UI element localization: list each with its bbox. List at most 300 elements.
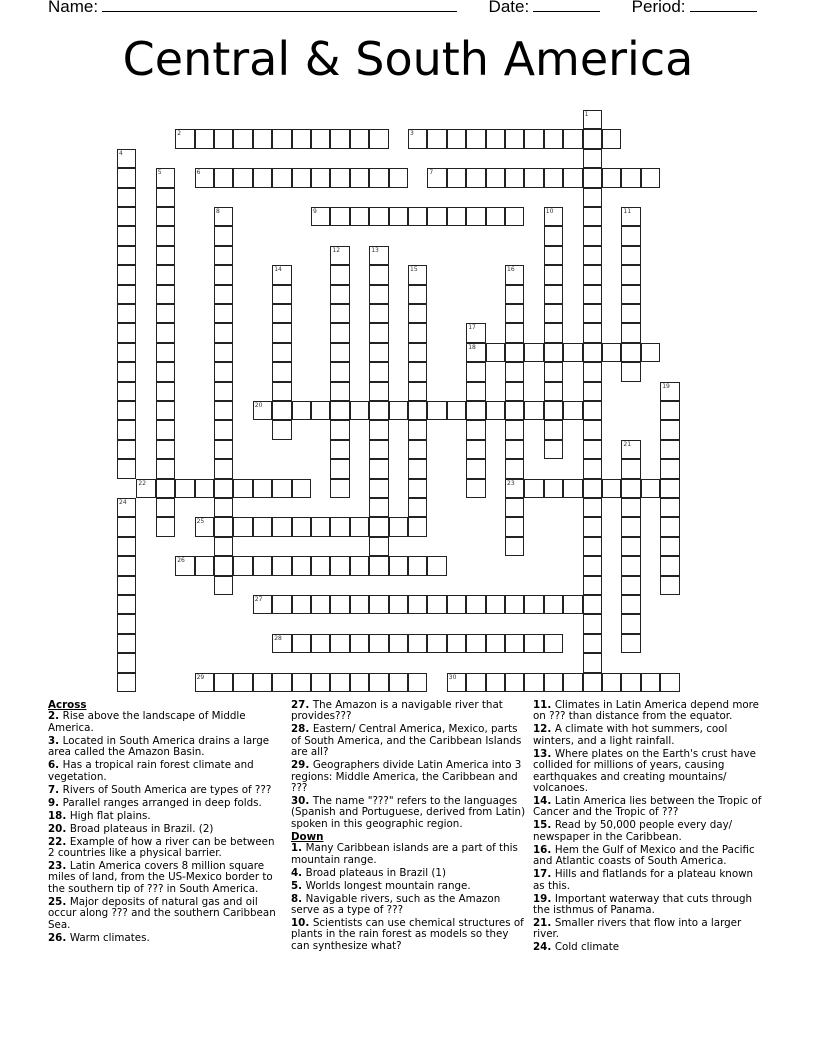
grid-cell[interactable] — [253, 673, 272, 692]
grid-cell[interactable] — [117, 343, 136, 362]
grid-cell[interactable] — [408, 479, 427, 498]
grid-cell[interactable] — [583, 226, 602, 245]
grid-cell[interactable] — [621, 479, 640, 498]
grid-cell[interactable] — [272, 362, 291, 381]
grid-cell[interactable] — [621, 556, 640, 575]
grid-cell[interactable] — [369, 343, 388, 362]
grid-cell[interactable] — [583, 188, 602, 207]
grid-cell[interactable] — [524, 479, 543, 498]
grid-cell[interactable] — [292, 634, 311, 653]
grid-cell[interactable] — [272, 323, 291, 342]
grid-cell[interactable] — [156, 265, 175, 284]
grid-cell[interactable] — [583, 110, 602, 129]
grid-cell[interactable] — [214, 440, 233, 459]
grid-cell[interactable] — [253, 401, 272, 420]
grid-cell[interactable] — [272, 382, 291, 401]
grid-cell[interactable] — [330, 207, 349, 226]
grid-cell[interactable] — [408, 207, 427, 226]
grid-cell[interactable] — [369, 479, 388, 498]
grid-cell[interactable] — [505, 440, 524, 459]
grid-cell[interactable] — [195, 479, 214, 498]
grid-cell[interactable] — [641, 168, 660, 187]
grid-cell[interactable] — [447, 129, 466, 148]
grid-cell[interactable] — [156, 207, 175, 226]
grid-cell[interactable] — [602, 129, 621, 148]
grid-cell[interactable] — [641, 673, 660, 692]
grid-cell[interactable] — [330, 673, 349, 692]
grid-cell[interactable] — [117, 459, 136, 478]
grid-cell[interactable] — [292, 129, 311, 148]
grid-cell[interactable] — [447, 673, 466, 692]
grid-cell[interactable] — [621, 595, 640, 614]
grid-cell[interactable] — [233, 556, 252, 575]
grid-cell[interactable] — [660, 517, 679, 536]
grid-cell[interactable] — [117, 440, 136, 459]
grid-cell[interactable] — [505, 207, 524, 226]
grid-cell[interactable] — [330, 246, 349, 265]
grid-cell[interactable] — [117, 246, 136, 265]
grid-cell[interactable] — [156, 246, 175, 265]
grid-cell[interactable] — [195, 556, 214, 575]
grid-cell[interactable] — [660, 673, 679, 692]
grid-cell[interactable] — [408, 362, 427, 381]
grid-cell[interactable] — [214, 207, 233, 226]
grid-cell[interactable] — [389, 634, 408, 653]
grid-cell[interactable] — [272, 129, 291, 148]
grid-cell[interactable] — [311, 207, 330, 226]
grid-cell[interactable] — [486, 595, 505, 614]
grid-cell[interactable] — [233, 168, 252, 187]
grid-cell[interactable] — [350, 634, 369, 653]
grid-cell[interactable] — [524, 343, 543, 362]
grid-cell[interactable] — [272, 265, 291, 284]
grid-cell[interactable] — [156, 285, 175, 304]
grid-cell[interactable] — [505, 634, 524, 653]
grid-cell[interactable] — [505, 362, 524, 381]
grid-cell[interactable] — [544, 595, 563, 614]
grid-cell[interactable] — [583, 129, 602, 148]
grid-cell[interactable] — [583, 382, 602, 401]
grid-cell[interactable] — [117, 556, 136, 575]
grid-cell[interactable] — [156, 401, 175, 420]
grid-cell[interactable] — [350, 595, 369, 614]
grid-cell[interactable] — [660, 498, 679, 517]
grid-cell[interactable] — [389, 401, 408, 420]
grid-cell[interactable] — [214, 537, 233, 556]
grid-cell[interactable] — [486, 129, 505, 148]
grid-cell[interactable] — [369, 207, 388, 226]
grid-cell[interactable] — [117, 537, 136, 556]
grid-cell[interactable] — [311, 129, 330, 148]
grid-cell[interactable] — [466, 323, 485, 342]
grid-cell[interactable] — [583, 653, 602, 672]
grid-cell[interactable] — [505, 304, 524, 323]
grid-cell[interactable] — [117, 673, 136, 692]
grid-cell[interactable] — [544, 479, 563, 498]
grid-cell[interactable] — [156, 440, 175, 459]
grid-cell[interactable] — [583, 265, 602, 284]
grid-cell[interactable] — [117, 595, 136, 614]
grid-cell[interactable] — [175, 129, 194, 148]
grid-cell[interactable] — [389, 556, 408, 575]
grid-cell[interactable] — [447, 207, 466, 226]
grid-cell[interactable] — [233, 129, 252, 148]
grid-cell[interactable] — [524, 401, 543, 420]
grid-cell[interactable] — [524, 129, 543, 148]
grid-cell[interactable] — [214, 420, 233, 439]
grid-cell[interactable] — [292, 517, 311, 536]
grid-cell[interactable] — [253, 517, 272, 536]
grid-cell[interactable] — [195, 168, 214, 187]
grid-cell[interactable] — [466, 382, 485, 401]
grid-cell[interactable] — [621, 362, 640, 381]
grid-cell[interactable] — [660, 440, 679, 459]
grid-cell[interactable] — [602, 673, 621, 692]
grid-cell[interactable] — [292, 673, 311, 692]
grid-cell[interactable] — [408, 304, 427, 323]
grid-cell[interactable] — [447, 634, 466, 653]
grid-cell[interactable] — [156, 382, 175, 401]
grid-cell[interactable] — [214, 285, 233, 304]
grid-cell[interactable] — [369, 498, 388, 517]
grid-cell[interactable] — [583, 595, 602, 614]
grid-cell[interactable] — [214, 168, 233, 187]
grid-cell[interactable] — [486, 673, 505, 692]
grid-cell[interactable] — [156, 168, 175, 187]
grid-cell[interactable] — [369, 246, 388, 265]
grid-cell[interactable] — [156, 343, 175, 362]
grid-cell[interactable] — [486, 401, 505, 420]
grid-cell[interactable] — [466, 168, 485, 187]
grid-cell[interactable] — [486, 343, 505, 362]
grid-cell[interactable] — [505, 129, 524, 148]
grid-cell[interactable] — [350, 673, 369, 692]
grid-cell[interactable] — [563, 343, 582, 362]
grid-cell[interactable] — [505, 401, 524, 420]
grid-cell[interactable] — [156, 226, 175, 245]
grid-cell[interactable] — [117, 614, 136, 633]
grid-cell[interactable] — [117, 226, 136, 245]
grid-cell[interactable] — [583, 207, 602, 226]
grid-cell[interactable] — [583, 420, 602, 439]
grid-cell[interactable] — [621, 304, 640, 323]
grid-cell[interactable] — [660, 382, 679, 401]
grid-cell[interactable] — [563, 479, 582, 498]
grid-cell[interactable] — [544, 226, 563, 245]
grid-cell[interactable] — [408, 634, 427, 653]
grid-cell[interactable] — [117, 188, 136, 207]
grid-cell[interactable] — [583, 168, 602, 187]
grid-cell[interactable] — [272, 479, 291, 498]
grid-cell[interactable] — [544, 420, 563, 439]
grid-cell[interactable] — [369, 517, 388, 536]
grid-cell[interactable] — [389, 207, 408, 226]
grid-cell[interactable] — [408, 285, 427, 304]
grid-cell[interactable] — [272, 517, 291, 536]
grid-cell[interactable] — [408, 673, 427, 692]
grid-cell[interactable] — [621, 265, 640, 284]
grid-cell[interactable] — [369, 168, 388, 187]
grid-cell[interactable] — [330, 265, 349, 284]
grid-cell[interactable] — [369, 285, 388, 304]
grid-cell[interactable] — [505, 498, 524, 517]
grid-cell[interactable] — [408, 517, 427, 536]
grid-cell[interactable] — [311, 595, 330, 614]
grid-cell[interactable] — [311, 556, 330, 575]
grid-cell[interactable] — [330, 517, 349, 536]
grid-cell[interactable] — [505, 537, 524, 556]
grid-cell[interactable] — [272, 634, 291, 653]
grid-cell[interactable] — [253, 479, 272, 498]
grid-cell[interactable] — [505, 517, 524, 536]
grid-cell[interactable] — [389, 168, 408, 187]
grid-cell[interactable] — [466, 362, 485, 381]
grid-cell[interactable] — [621, 285, 640, 304]
grid-cell[interactable] — [524, 634, 543, 653]
grid-cell[interactable] — [466, 634, 485, 653]
grid-cell[interactable] — [621, 517, 640, 536]
grid-cell[interactable] — [350, 207, 369, 226]
grid-cell[interactable] — [311, 634, 330, 653]
grid-cell[interactable] — [369, 129, 388, 148]
grid-cell[interactable] — [117, 304, 136, 323]
grid-cell[interactable] — [136, 479, 155, 498]
grid-cell[interactable] — [544, 265, 563, 284]
grid-cell[interactable] — [117, 576, 136, 595]
grid-cell[interactable] — [117, 498, 136, 517]
grid-cell[interactable] — [544, 207, 563, 226]
grid-cell[interactable] — [621, 614, 640, 633]
grid-cell[interactable] — [505, 323, 524, 342]
grid-cell[interactable] — [117, 653, 136, 672]
grid-cell[interactable] — [466, 440, 485, 459]
grid-cell[interactable] — [544, 401, 563, 420]
grid-cell[interactable] — [311, 401, 330, 420]
grid-cell[interactable] — [214, 362, 233, 381]
grid-cell[interactable] — [408, 265, 427, 284]
grid-cell[interactable] — [117, 401, 136, 420]
grid-cell[interactable] — [544, 440, 563, 459]
grid-cell[interactable] — [563, 129, 582, 148]
grid-cell[interactable] — [563, 595, 582, 614]
grid-cell[interactable] — [544, 673, 563, 692]
grid-cell[interactable] — [544, 343, 563, 362]
grid-cell[interactable] — [427, 634, 446, 653]
grid-cell[interactable] — [427, 168, 446, 187]
grid-cell[interactable] — [156, 459, 175, 478]
grid-cell[interactable] — [214, 459, 233, 478]
grid-cell[interactable] — [583, 537, 602, 556]
grid-cell[interactable] — [466, 207, 485, 226]
grid-cell[interactable] — [447, 401, 466, 420]
grid-cell[interactable] — [641, 343, 660, 362]
grid-cell[interactable] — [330, 459, 349, 478]
grid-cell[interactable] — [524, 673, 543, 692]
grid-cell[interactable] — [272, 420, 291, 439]
grid-cell[interactable] — [524, 168, 543, 187]
grid-cell[interactable] — [330, 382, 349, 401]
grid-cell[interactable] — [272, 673, 291, 692]
grid-cell[interactable] — [505, 285, 524, 304]
grid-cell[interactable] — [369, 459, 388, 478]
grid-cell[interactable] — [292, 401, 311, 420]
grid-cell[interactable] — [408, 498, 427, 517]
grid-cell[interactable] — [486, 207, 505, 226]
grid-cell[interactable] — [214, 226, 233, 245]
grid-cell[interactable] — [621, 634, 640, 653]
grid-cell[interactable] — [466, 479, 485, 498]
grid-cell[interactable] — [330, 285, 349, 304]
grid-cell[interactable] — [408, 343, 427, 362]
grid-cell[interactable] — [641, 479, 660, 498]
grid-cell[interactable] — [544, 323, 563, 342]
grid-cell[interactable] — [330, 401, 349, 420]
grid-cell[interactable] — [330, 323, 349, 342]
grid-cell[interactable] — [408, 420, 427, 439]
grid-cell[interactable] — [621, 343, 640, 362]
grid-cell[interactable] — [583, 440, 602, 459]
grid-cell[interactable] — [427, 207, 446, 226]
grid-cell[interactable] — [544, 246, 563, 265]
grid-cell[interactable] — [272, 556, 291, 575]
grid-cell[interactable] — [117, 362, 136, 381]
grid-cell[interactable] — [408, 556, 427, 575]
grid-cell[interactable] — [233, 673, 252, 692]
grid-cell[interactable] — [117, 265, 136, 284]
grid-cell[interactable] — [311, 517, 330, 536]
grid-cell[interactable] — [369, 634, 388, 653]
grid-cell[interactable] — [544, 129, 563, 148]
grid-cell[interactable] — [311, 673, 330, 692]
grid-cell[interactable] — [583, 479, 602, 498]
grid-cell[interactable] — [466, 459, 485, 478]
grid-cell[interactable] — [583, 401, 602, 420]
grid-cell[interactable] — [621, 226, 640, 245]
grid-cell[interactable] — [583, 459, 602, 478]
grid-cell[interactable] — [117, 517, 136, 536]
grid-cell[interactable] — [369, 420, 388, 439]
grid-cell[interactable] — [253, 595, 272, 614]
grid-cell[interactable] — [272, 343, 291, 362]
grid-cell[interactable] — [544, 285, 563, 304]
grid-cell[interactable] — [466, 401, 485, 420]
grid-cell[interactable] — [214, 479, 233, 498]
grid-cell[interactable] — [660, 576, 679, 595]
grid-cell[interactable] — [369, 595, 388, 614]
grid-cell[interactable] — [117, 382, 136, 401]
grid-cell[interactable] — [486, 634, 505, 653]
grid-cell[interactable] — [505, 479, 524, 498]
grid-cell[interactable] — [330, 362, 349, 381]
grid-cell[interactable] — [583, 498, 602, 517]
grid-cell[interactable] — [583, 285, 602, 304]
grid-cell[interactable] — [583, 517, 602, 536]
grid-cell[interactable] — [369, 382, 388, 401]
grid-cell[interactable] — [156, 498, 175, 517]
grid-cell[interactable] — [602, 343, 621, 362]
grid-cell[interactable] — [117, 207, 136, 226]
grid-cell[interactable] — [544, 382, 563, 401]
grid-cell[interactable] — [330, 634, 349, 653]
grid-cell[interactable] — [117, 323, 136, 342]
grid-cell[interactable] — [156, 188, 175, 207]
grid-cell[interactable] — [233, 517, 252, 536]
grid-cell[interactable] — [447, 168, 466, 187]
grid-cell[interactable] — [195, 129, 214, 148]
grid-cell[interactable] — [505, 265, 524, 284]
grid-cell[interactable] — [233, 479, 252, 498]
grid-cell[interactable] — [156, 323, 175, 342]
grid-cell[interactable] — [621, 440, 640, 459]
grid-cell[interactable] — [408, 129, 427, 148]
grid-cell[interactable] — [660, 556, 679, 575]
grid-cell[interactable] — [214, 265, 233, 284]
grid-cell[interactable] — [292, 556, 311, 575]
grid-cell[interactable] — [330, 556, 349, 575]
grid-cell[interactable] — [214, 517, 233, 536]
grid-cell[interactable] — [583, 556, 602, 575]
grid-cell[interactable] — [660, 459, 679, 478]
grid-cell[interactable] — [117, 285, 136, 304]
grid-cell[interactable] — [466, 129, 485, 148]
grid-cell[interactable] — [660, 420, 679, 439]
grid-cell[interactable] — [214, 576, 233, 595]
grid-cell[interactable] — [117, 420, 136, 439]
grid-cell[interactable] — [369, 362, 388, 381]
grid-cell[interactable] — [214, 343, 233, 362]
grid-cell[interactable] — [330, 420, 349, 439]
grid-cell[interactable] — [330, 168, 349, 187]
grid-cell[interactable] — [214, 304, 233, 323]
grid-cell[interactable] — [544, 304, 563, 323]
grid-cell[interactable] — [466, 343, 485, 362]
grid-cell[interactable] — [583, 304, 602, 323]
grid-cell[interactable] — [272, 304, 291, 323]
grid-cell[interactable] — [544, 168, 563, 187]
grid-cell[interactable] — [272, 285, 291, 304]
grid-cell[interactable] — [369, 323, 388, 342]
grid-cell[interactable] — [214, 556, 233, 575]
grid-cell[interactable] — [330, 343, 349, 362]
grid-cell[interactable] — [524, 595, 543, 614]
grid-cell[interactable] — [621, 673, 640, 692]
grid-cell[interactable] — [583, 634, 602, 653]
grid-cell[interactable] — [175, 479, 194, 498]
grid-cell[interactable] — [214, 382, 233, 401]
grid-cell[interactable] — [369, 537, 388, 556]
grid-cell[interactable] — [544, 362, 563, 381]
grid-cell[interactable] — [602, 479, 621, 498]
grid-cell[interactable] — [505, 420, 524, 439]
grid-cell[interactable] — [505, 459, 524, 478]
grid-cell[interactable] — [408, 401, 427, 420]
grid-cell[interactable] — [660, 401, 679, 420]
grid-cell[interactable] — [369, 401, 388, 420]
grid-cell[interactable] — [156, 362, 175, 381]
grid-cell[interactable] — [621, 168, 640, 187]
grid-cell[interactable] — [583, 614, 602, 633]
grid-cell[interactable] — [214, 129, 233, 148]
grid-cell[interactable] — [330, 479, 349, 498]
grid-cell[interactable] — [389, 517, 408, 536]
grid-cell[interactable] — [408, 382, 427, 401]
grid-cell[interactable] — [117, 634, 136, 653]
grid-cell[interactable] — [156, 517, 175, 536]
grid-cell[interactable] — [563, 673, 582, 692]
grid-cell[interactable] — [292, 479, 311, 498]
grid-cell[interactable] — [175, 556, 194, 575]
grid-cell[interactable] — [583, 673, 602, 692]
